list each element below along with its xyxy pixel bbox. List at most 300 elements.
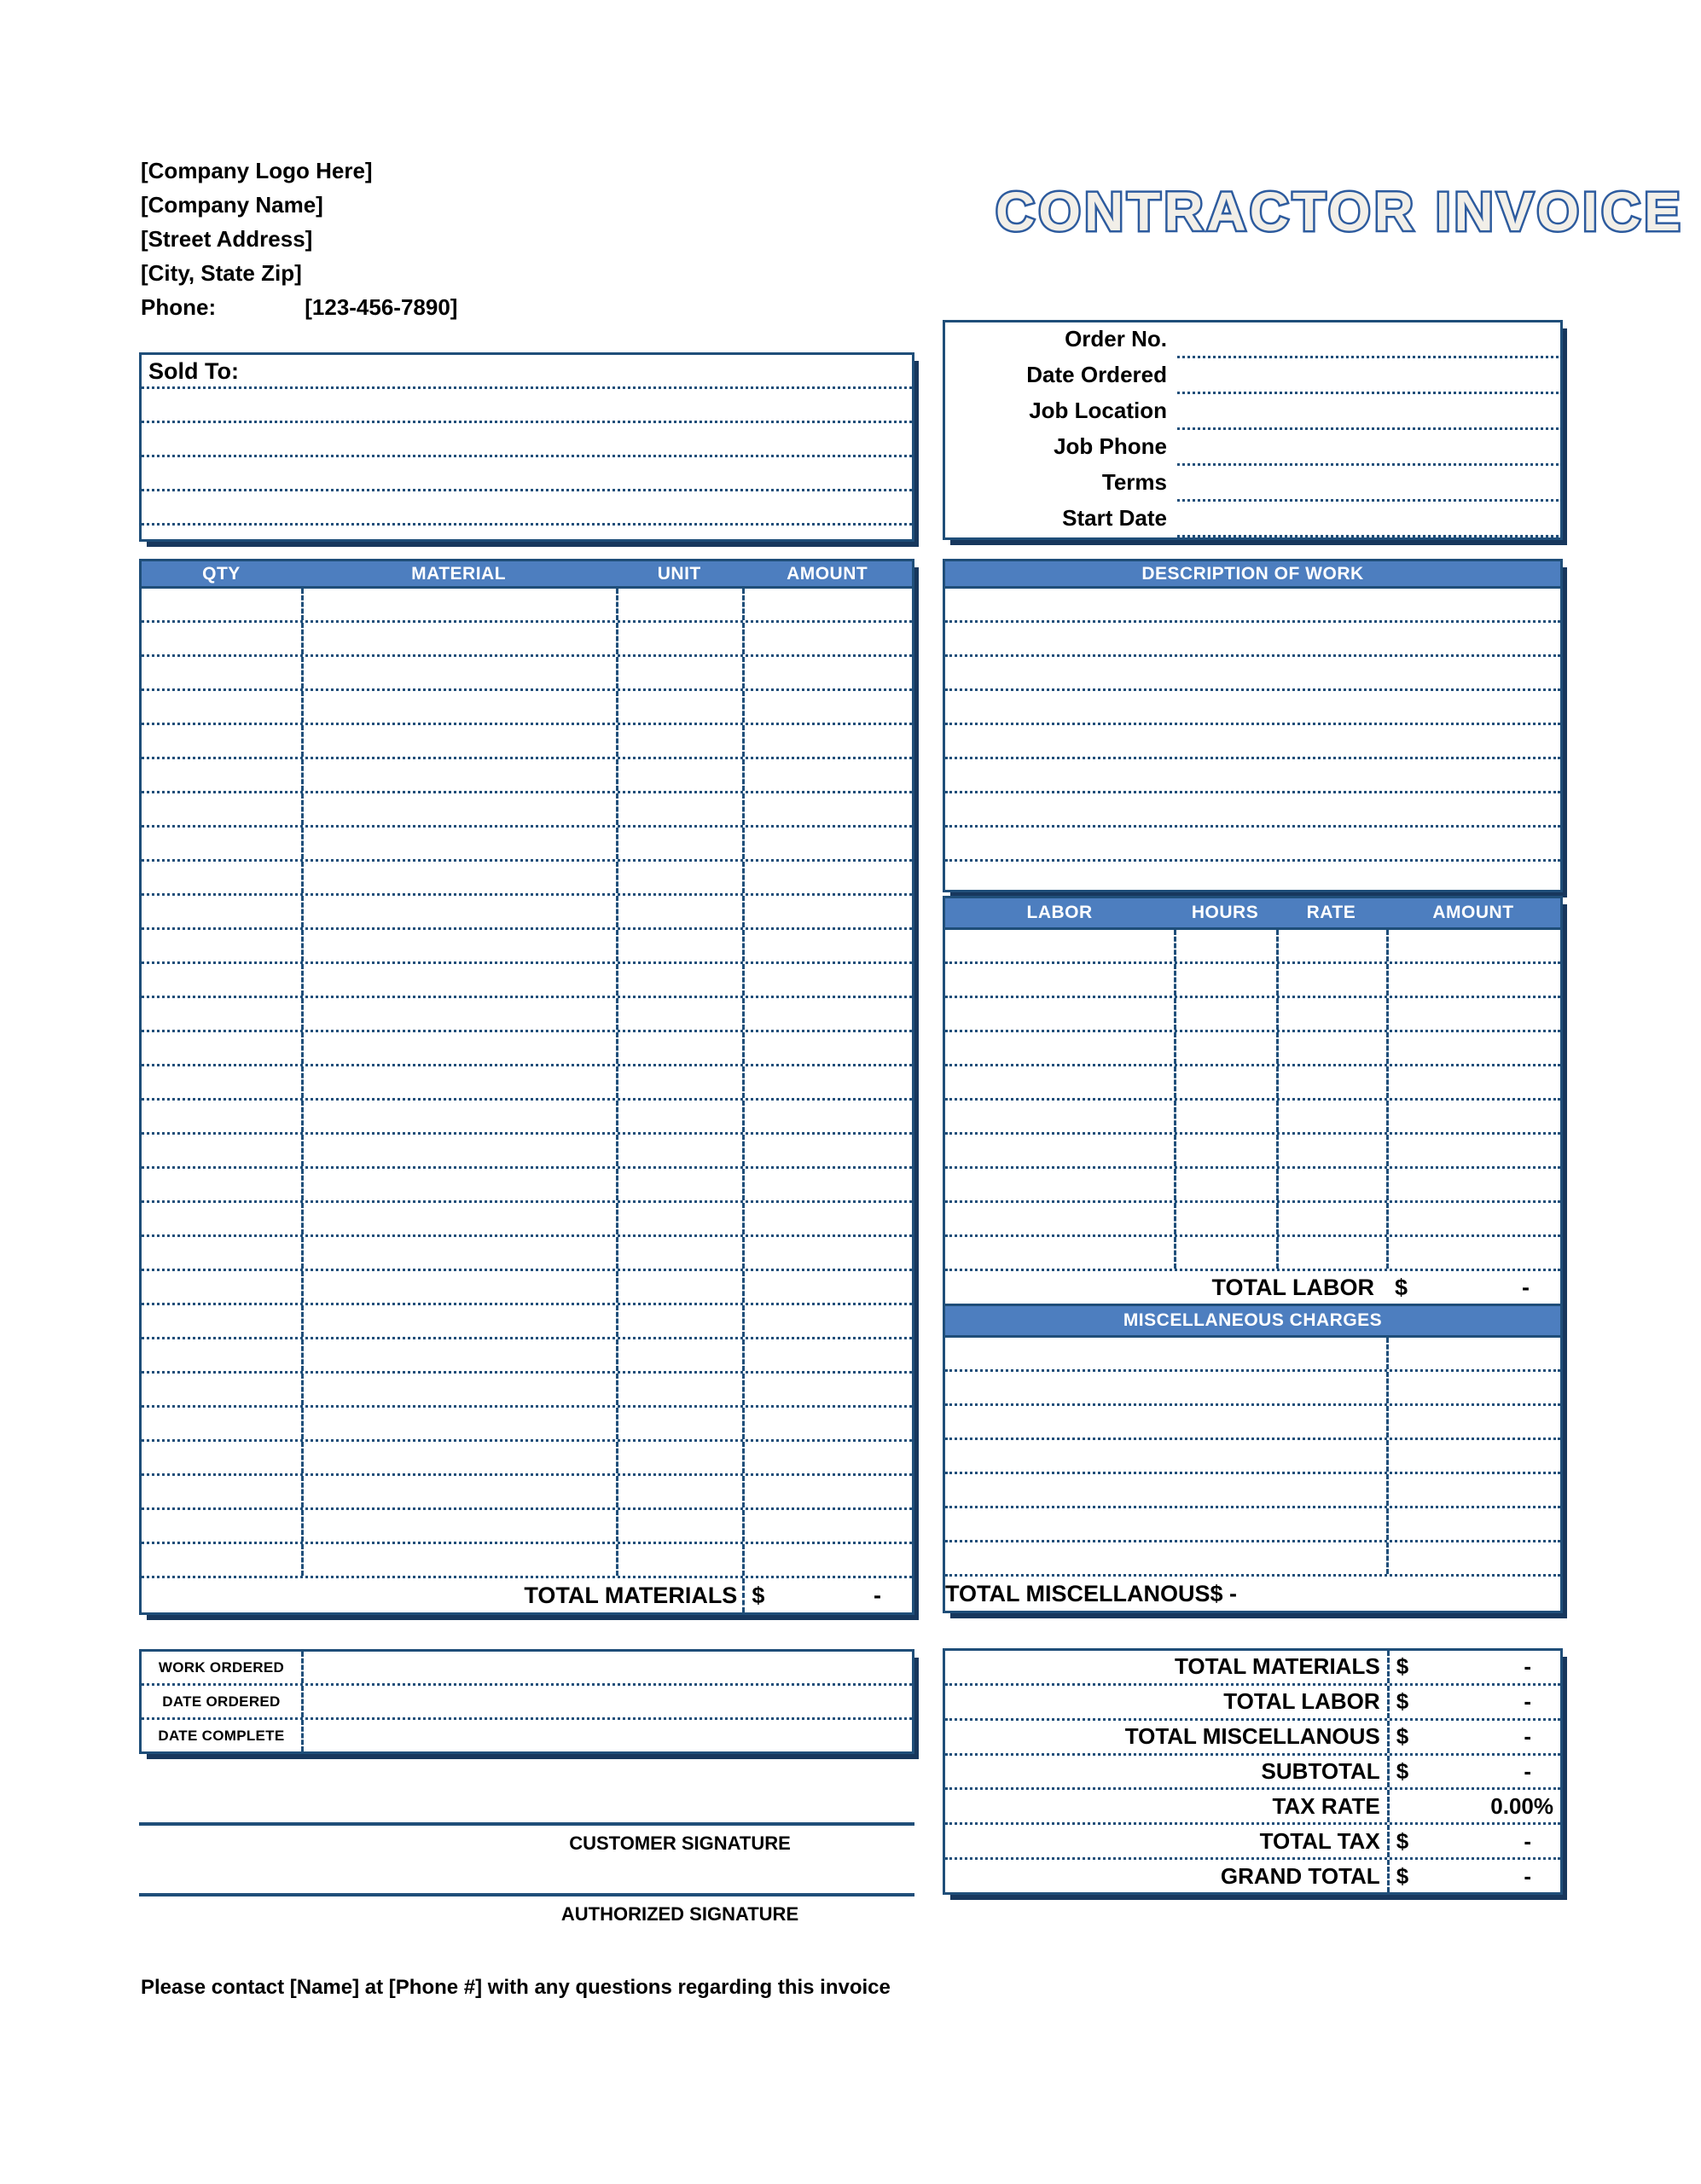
- summary-total-labor-label: TOTAL LABOR: [1223, 1688, 1380, 1715]
- unit-cell[interactable]: [616, 759, 742, 791]
- amount-cell[interactable]: [742, 1169, 912, 1200]
- qty-cell[interactable]: [142, 896, 301, 927]
- material-cell[interactable]: [301, 623, 616, 654]
- unit-cell[interactable]: [616, 828, 742, 859]
- rate-cell[interactable]: [1276, 1101, 1386, 1132]
- unit-cell[interactable]: [616, 1442, 742, 1473]
- amount-cell[interactable]: [742, 1408, 912, 1439]
- company-phone-row: [141, 290, 457, 324]
- unit-cell[interactable]: [616, 1135, 742, 1166]
- description-input-line[interactable]: [945, 828, 1560, 862]
- hours-cell[interactable]: [1174, 1032, 1276, 1064]
- material-cell[interactable]: [301, 657, 616, 688]
- labor-cell[interactable]: [945, 1135, 1174, 1166]
- labor-cell[interactable]: [945, 1237, 1174, 1269]
- qty-column-header: QTY: [202, 563, 241, 584]
- amount-cell[interactable]: [742, 657, 912, 688]
- total-tax-label: TOTAL TAX: [1259, 1827, 1380, 1854]
- amount-column-header: AMOUNT: [787, 563, 868, 584]
- amount-cell[interactable]: [742, 964, 912, 996]
- misc-table-row: [945, 1542, 1560, 1577]
- rate-cell[interactable]: [1276, 1169, 1386, 1200]
- materials-table-row: [142, 1135, 912, 1169]
- material-cell[interactable]: [301, 998, 616, 1030]
- amount-cell[interactable]: [742, 1237, 912, 1269]
- qty-cell[interactable]: [142, 828, 301, 859]
- materials-table-row: [142, 589, 912, 623]
- material-cell[interactable]: [301, 1544, 616, 1576]
- materials-table-row: [142, 1442, 912, 1476]
- amount-cell[interactable]: [742, 862, 912, 893]
- misc-description-cell[interactable]: [945, 1474, 1386, 1506]
- materials-table-row: [142, 896, 912, 930]
- hours-cell[interactable]: [1174, 1101, 1276, 1132]
- labor-amount-cell[interactable]: [1386, 1237, 1560, 1269]
- amount-cell[interactable]: [742, 725, 912, 757]
- misc-description-cell[interactable]: [945, 1440, 1386, 1472]
- qty-cell[interactable]: [142, 1442, 301, 1473]
- labor-table-row: [945, 1135, 1560, 1169]
- misc-table-row: [945, 1440, 1560, 1474]
- unit-cell[interactable]: [616, 1476, 742, 1507]
- material-cell[interactable]: [301, 725, 616, 757]
- amount-cell[interactable]: [742, 1339, 912, 1371]
- date-ordered-row: [945, 358, 1560, 394]
- amount-cell[interactable]: [742, 1305, 912, 1337]
- description-input-line[interactable]: [945, 793, 1560, 828]
- unit-cell[interactable]: [616, 1374, 742, 1405]
- amount-cell[interactable]: [742, 1271, 912, 1303]
- summary-total-labor-amount: -: [1524, 1688, 1531, 1715]
- qty-cell[interactable]: [142, 1169, 301, 1200]
- material-cell[interactable]: [301, 759, 616, 791]
- qty-cell[interactable]: [142, 1476, 301, 1507]
- amount-cell[interactable]: [742, 828, 912, 859]
- order-no-input[interactable]: [1177, 322, 1559, 358]
- misc-amount-cell[interactable]: [1386, 1372, 1560, 1403]
- description-input-line[interactable]: [945, 691, 1560, 725]
- sold-to-input-line[interactable]: [142, 389, 912, 423]
- currency-symbol: $: [1396, 1723, 1409, 1750]
- unit-cell[interactable]: [616, 1544, 742, 1576]
- unit-cell[interactable]: [616, 930, 742, 961]
- date-complete-row: [142, 1720, 912, 1751]
- work-order-dates-box: [139, 1649, 914, 1754]
- date-complete-label: DATE COMPLETE: [158, 1727, 285, 1744]
- misc-amount-cell[interactable]: [1386, 1440, 1560, 1472]
- material-cell[interactable]: [301, 930, 616, 961]
- amount-cell[interactable]: [742, 998, 912, 1030]
- hours-cell[interactable]: [1174, 1066, 1276, 1098]
- page-title: CONTRACTOR INVOICE: [996, 181, 1684, 242]
- materials-table-row: [142, 657, 912, 691]
- hours-cell[interactable]: [1174, 1169, 1276, 1200]
- unit-cell[interactable]: [616, 1408, 742, 1439]
- labor-cell[interactable]: [945, 1101, 1174, 1132]
- sold-to-input-line[interactable]: [142, 457, 912, 491]
- material-cell[interactable]: [301, 793, 616, 825]
- qty-cell[interactable]: [142, 862, 301, 893]
- qty-cell[interactable]: [142, 998, 301, 1030]
- labor-amount-column-header: AMOUNT: [1432, 903, 1514, 922]
- misc-table-body: [945, 1338, 1560, 1577]
- grand-total-row: [945, 1860, 1560, 1892]
- materials-table-body: [142, 589, 912, 1578]
- job-location-label: Job Location: [1029, 398, 1167, 423]
- total-labor-label: TOTAL LABOR: [1211, 1274, 1374, 1300]
- sold-to-input-line[interactable]: [142, 491, 912, 526]
- unit-cell[interactable]: [616, 1101, 742, 1132]
- labor-table-row: [945, 930, 1560, 964]
- description-input-line[interactable]: [945, 589, 1560, 623]
- amount-cell[interactable]: [742, 1203, 912, 1234]
- labor-and-misc-table: [943, 896, 1563, 1613]
- materials-table-row: [142, 1305, 912, 1339]
- misc-description-cell[interactable]: [945, 1338, 1386, 1369]
- unit-cell[interactable]: [616, 623, 742, 654]
- material-cell[interactable]: [301, 1510, 616, 1542]
- misc-amount-cell[interactable]: [1386, 1508, 1560, 1540]
- unit-cell[interactable]: [616, 1203, 742, 1234]
- qty-cell[interactable]: [142, 725, 301, 757]
- currency-symbol: $: [1396, 1653, 1409, 1680]
- company-city-state-zip: [City, State Zip]: [141, 260, 302, 286]
- qty-cell[interactable]: [142, 759, 301, 791]
- unit-cell[interactable]: [616, 1339, 742, 1371]
- material-cell[interactable]: [301, 1032, 616, 1064]
- labor-cell[interactable]: [945, 1203, 1174, 1234]
- labor-amount-cell[interactable]: [1386, 1135, 1560, 1166]
- hours-cell[interactable]: [1174, 1203, 1276, 1234]
- authorized-signature-label: AUTHORIZED SIGNATURE: [560, 1903, 799, 1925]
- description-input-line[interactable]: [945, 759, 1560, 793]
- qty-cell[interactable]: [142, 657, 301, 688]
- misc-table-row: [945, 1372, 1560, 1406]
- tax-rate-amount[interactable]: 0.00%: [1490, 1792, 1553, 1819]
- labor-amount-cell[interactable]: [1386, 1169, 1560, 1200]
- amount-cell[interactable]: [742, 1374, 912, 1405]
- amount-cell[interactable]: [742, 1476, 912, 1507]
- material-cell[interactable]: [301, 1408, 616, 1439]
- unit-cell[interactable]: [616, 964, 742, 996]
- qty-cell[interactable]: [142, 1510, 301, 1542]
- unit-cell[interactable]: [616, 1066, 742, 1098]
- date-ordered-input[interactable]: [1177, 358, 1559, 394]
- hours-cell[interactable]: [1174, 1237, 1276, 1269]
- labor-amount-cell[interactable]: [1386, 1032, 1560, 1064]
- material-cell[interactable]: [301, 964, 616, 996]
- amount-cell[interactable]: [742, 1135, 912, 1166]
- currency-symbol: $: [1396, 1758, 1409, 1784]
- misc-description-cell[interactable]: [945, 1406, 1386, 1438]
- labor-cell[interactable]: [945, 1066, 1174, 1098]
- total-materials-amount: -: [874, 1582, 881, 1608]
- sold-to-label: Sold To:: [148, 358, 239, 384]
- qty-cell[interactable]: [142, 1271, 301, 1303]
- material-cell[interactable]: [301, 896, 616, 927]
- amount-cell[interactable]: [742, 759, 912, 791]
- qty-cell[interactable]: [142, 623, 301, 654]
- terms-input[interactable]: [1177, 466, 1559, 502]
- qty-cell[interactable]: [142, 930, 301, 961]
- qty-cell[interactable]: [142, 1203, 301, 1234]
- material-cell[interactable]: [301, 1476, 616, 1507]
- misc-description-cell[interactable]: [945, 1508, 1386, 1540]
- job-location-input[interactable]: [1177, 394, 1559, 430]
- material-cell[interactable]: [301, 828, 616, 859]
- labor-table-row: [945, 1101, 1560, 1135]
- misc-table-row: [945, 1406, 1560, 1440]
- tax-rate-row: [945, 1790, 1560, 1825]
- labor-table-body: [945, 930, 1560, 1271]
- material-column-header: MATERIAL: [411, 563, 507, 584]
- sold-to-input-line[interactable]: [142, 355, 912, 389]
- materials-table-row: [142, 1476, 912, 1510]
- order-no-row: [945, 322, 1560, 358]
- materials-table: [139, 559, 914, 1615]
- misc-description-cell[interactable]: [945, 1542, 1386, 1574]
- qty-cell[interactable]: [142, 1032, 301, 1064]
- materials-table-row: [142, 1032, 912, 1066]
- misc-amount-cell[interactable]: [1386, 1406, 1560, 1438]
- labor-amount-cell[interactable]: [1386, 964, 1560, 996]
- amount-cell[interactable]: [742, 793, 912, 825]
- materials-table-row: [142, 1510, 912, 1544]
- amount-cell[interactable]: [742, 1066, 912, 1098]
- qty-cell[interactable]: [142, 964, 301, 996]
- amount-cell[interactable]: [742, 1442, 912, 1473]
- labor-cell[interactable]: [945, 930, 1174, 961]
- hours-cell[interactable]: [1174, 998, 1276, 1030]
- amount-cell[interactable]: [742, 623, 912, 654]
- misc-amount-cell[interactable]: [1386, 1338, 1560, 1369]
- labor-amount-cell[interactable]: [1386, 1203, 1560, 1234]
- labor-table-row: [945, 1237, 1560, 1271]
- misc-table-row: [945, 1474, 1560, 1508]
- material-cell[interactable]: [301, 1101, 616, 1132]
- qty-cell[interactable]: [142, 793, 301, 825]
- materials-table-row: [142, 793, 912, 828]
- date-complete-input[interactable]: [301, 1720, 912, 1751]
- date-ordered-label-2: DATE ORDERED: [162, 1693, 281, 1710]
- total-labor-amount: -: [1522, 1274, 1530, 1300]
- unit-cell[interactable]: [616, 862, 742, 893]
- material-cell[interactable]: [301, 862, 616, 893]
- rate-cell[interactable]: [1276, 1066, 1386, 1098]
- rate-cell[interactable]: [1276, 998, 1386, 1030]
- unit-cell[interactable]: [616, 1032, 742, 1064]
- phone-value: [123-456-7890]: [305, 294, 458, 320]
- amount-cell[interactable]: [742, 896, 912, 927]
- rate-cell[interactable]: [1276, 964, 1386, 996]
- materials-table-row: [142, 1271, 912, 1305]
- description-filler-line[interactable]: [945, 862, 1560, 890]
- start-date-row: [945, 502, 1560, 537]
- unit-cell[interactable]: [616, 1305, 742, 1337]
- company-name: [Company Name]: [141, 192, 323, 218]
- material-cell[interactable]: [301, 1169, 616, 1200]
- total-tax-amount: -: [1524, 1827, 1531, 1854]
- sold-to-input-line[interactable]: [142, 423, 912, 457]
- grand-total-amount: -: [1524, 1862, 1531, 1889]
- misc-amount-cell[interactable]: [1386, 1542, 1560, 1574]
- summary-total-materials-amount: -: [1524, 1653, 1531, 1680]
- description-input-line[interactable]: [945, 725, 1560, 759]
- qty-cell[interactable]: [142, 691, 301, 723]
- unit-cell[interactable]: [616, 896, 742, 927]
- material-cell[interactable]: [301, 1066, 616, 1098]
- amount-cell[interactable]: [742, 1101, 912, 1132]
- job-phone-input[interactable]: [1177, 430, 1559, 466]
- materials-table-row: [142, 998, 912, 1032]
- start-date-input[interactable]: [1177, 502, 1559, 537]
- total-tax-row: [945, 1825, 1560, 1860]
- company-street: [Street Address]: [141, 226, 313, 252]
- contact-note: Please contact [Name] at [Phone #] with any questions regarding this invoice: [141, 1976, 891, 1999]
- unit-cell[interactable]: [616, 725, 742, 757]
- labor-table-row: [945, 998, 1560, 1032]
- qty-cell[interactable]: [142, 1237, 301, 1269]
- labor-table-row: [945, 1169, 1560, 1203]
- summary-total-labor-row: [945, 1686, 1560, 1721]
- misc-description-cell[interactable]: [945, 1372, 1386, 1403]
- material-cell[interactable]: [301, 1442, 616, 1473]
- total-tax-value: [1387, 1825, 1560, 1857]
- qty-cell[interactable]: [142, 1305, 301, 1337]
- rate-column-header: RATE: [1306, 903, 1356, 922]
- misc-charges-header-label: MISCELLANEOUS CHARGES: [1123, 1310, 1383, 1330]
- material-cell[interactable]: [301, 1374, 616, 1405]
- unit-cell[interactable]: [616, 657, 742, 688]
- material-cell[interactable]: [301, 589, 616, 620]
- materials-table-row: [142, 862, 912, 896]
- material-cell[interactable]: [301, 691, 616, 723]
- phone-label: Phone:: [141, 294, 217, 320]
- labor-cell[interactable]: [945, 964, 1174, 996]
- labor-column-header: LABOR: [1026, 903, 1093, 922]
- total-materials-label: TOTAL MATERIALS: [524, 1582, 738, 1608]
- qty-cell[interactable]: [142, 1339, 301, 1371]
- misc-charges-header-bar: [945, 1304, 1560, 1338]
- subtotal-value: [1387, 1756, 1560, 1788]
- rate-cell[interactable]: [1276, 1032, 1386, 1064]
- unit-cell[interactable]: [616, 589, 742, 620]
- description-input-line[interactable]: [945, 623, 1560, 657]
- labor-cell[interactable]: [945, 998, 1174, 1030]
- company-logo-placeholder: [Company Logo Here]: [141, 158, 373, 183]
- rate-cell[interactable]: [1276, 1203, 1386, 1234]
- subtotal-row: [945, 1756, 1560, 1791]
- description-body: [945, 589, 1560, 862]
- hours-cell[interactable]: [1174, 1135, 1276, 1166]
- material-cell[interactable]: [301, 1271, 616, 1303]
- material-cell[interactable]: [301, 1237, 616, 1269]
- description-of-work-box: [943, 559, 1563, 892]
- unit-cell[interactable]: [616, 1510, 742, 1542]
- order-info-box: [943, 320, 1563, 540]
- materials-table-row: [142, 691, 912, 725]
- work-ordered-label: WORK ORDERED: [158, 1658, 285, 1676]
- misc-amount-cell[interactable]: [1386, 1474, 1560, 1506]
- hours-cell[interactable]: [1174, 964, 1276, 996]
- currency-symbol: $: [1396, 1862, 1409, 1889]
- unit-cell[interactable]: [616, 1271, 742, 1303]
- material-cell[interactable]: [301, 1339, 616, 1371]
- amount-cell[interactable]: [742, 1032, 912, 1064]
- description-input-line[interactable]: [945, 657, 1560, 691]
- amount-cell[interactable]: [742, 691, 912, 723]
- material-cell[interactable]: [301, 1135, 616, 1166]
- customer-signature-line: [139, 1822, 914, 1826]
- summary-total-labor-value: [1387, 1686, 1560, 1718]
- summary-total-misc-label: TOTAL MISCELLANOUS: [1124, 1723, 1380, 1750]
- unit-cell[interactable]: [616, 998, 742, 1030]
- qty-cell[interactable]: [142, 1374, 301, 1405]
- hours-cell[interactable]: [1174, 930, 1276, 961]
- unit-cell[interactable]: [616, 691, 742, 723]
- qty-cell[interactable]: [142, 589, 301, 620]
- amount-cell[interactable]: [742, 930, 912, 961]
- rate-cell[interactable]: [1276, 1237, 1386, 1269]
- total-labor-row: [945, 1271, 1560, 1304]
- labor-cell[interactable]: [945, 1032, 1174, 1064]
- labor-cell[interactable]: [945, 1169, 1174, 1200]
- material-cell[interactable]: [301, 1203, 616, 1234]
- labor-amount-cell[interactable]: [1386, 1066, 1560, 1098]
- labor-table-row: [945, 1066, 1560, 1101]
- description-header-label: DESCRIPTION OF WORK: [1141, 563, 1364, 584]
- amount-cell[interactable]: [742, 589, 912, 620]
- amount-cell[interactable]: [742, 1510, 912, 1542]
- currency-symbol: $: [1394, 1274, 1408, 1300]
- rate-cell[interactable]: [1276, 930, 1386, 961]
- materials-table-row: [142, 1374, 912, 1408]
- summary-total-materials-row: [945, 1651, 1560, 1686]
- summary-total-materials-label: TOTAL MATERIALS: [1174, 1653, 1380, 1680]
- currency-symbol: $: [1396, 1827, 1409, 1854]
- qty-cell[interactable]: [142, 1408, 301, 1439]
- amount-cell[interactable]: [742, 1544, 912, 1576]
- unit-cell[interactable]: [616, 793, 742, 825]
- materials-table-row: [142, 759, 912, 793]
- unit-column-header: UNIT: [657, 563, 701, 584]
- qty-cell[interactable]: [142, 1101, 301, 1132]
- material-cell[interactable]: [301, 1305, 616, 1337]
- currency-symbol: $: [752, 1582, 765, 1608]
- materials-table-row: [142, 1169, 912, 1203]
- materials-table-row: [142, 1066, 912, 1101]
- labor-amount-cell[interactable]: [1386, 1101, 1560, 1132]
- work-ordered-input[interactable]: [301, 1652, 912, 1683]
- unit-cell[interactable]: [616, 1237, 742, 1269]
- rate-cell[interactable]: [1276, 1135, 1386, 1166]
- total-misc-row: [945, 1577, 1560, 1611]
- sold-to-box: [139, 352, 914, 542]
- job-location-row: [945, 394, 1560, 430]
- labor-table-row: [945, 1203, 1560, 1237]
- labor-amount-cell[interactable]: [1386, 930, 1560, 961]
- start-date-label: Start Date: [1062, 505, 1167, 531]
- unit-cell[interactable]: [616, 1169, 742, 1200]
- qty-cell[interactable]: [142, 1544, 301, 1576]
- qty-cell[interactable]: [142, 1066, 301, 1098]
- materials-table-row: [142, 1203, 912, 1237]
- qty-cell[interactable]: [142, 1135, 301, 1166]
- labor-amount-cell[interactable]: [1386, 998, 1560, 1030]
- tax-rate-value[interactable]: [1387, 1790, 1560, 1822]
- date-ordered-input-2[interactable]: [301, 1686, 912, 1717]
- description-header-bar: [945, 561, 1560, 589]
